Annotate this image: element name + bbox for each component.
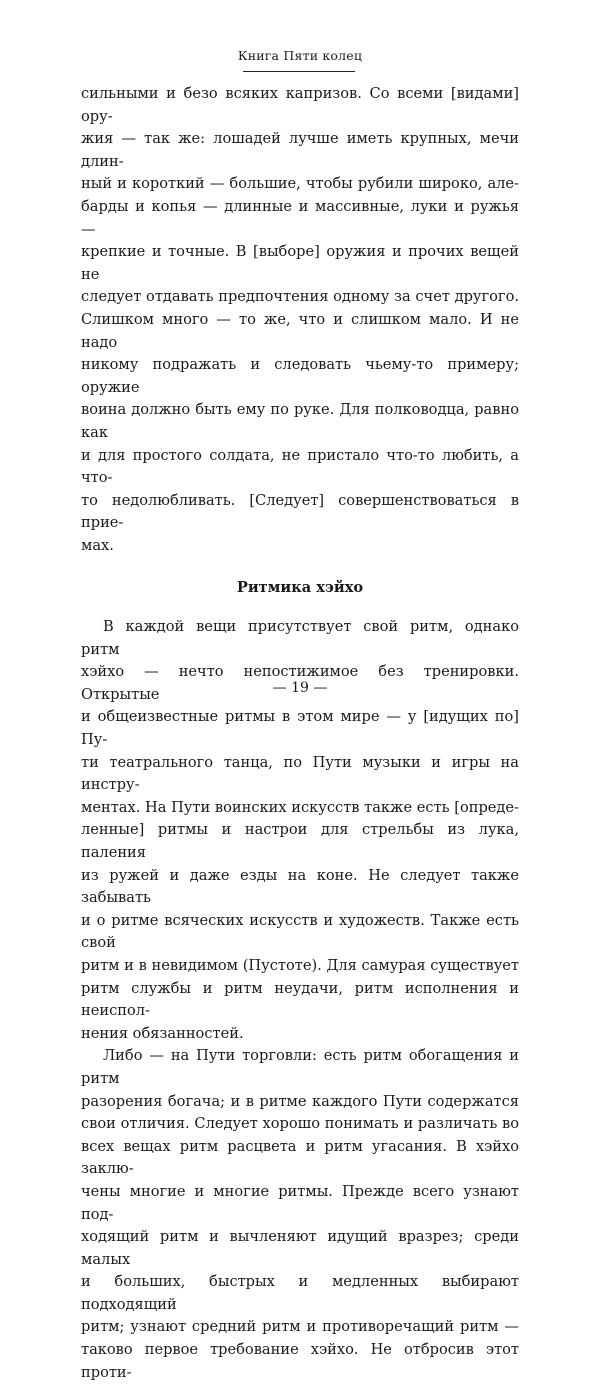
text-line: хэйхо — нечто непостижимое без тренировки. Открытые: [81, 663, 519, 703]
text-line: ти театрального танца, по Пути музыки и игры на инстру-: [81, 753, 519, 794]
page-number: — 19 —: [272, 680, 328, 696]
text-line: нения обязанностей.: [81, 1024, 244, 1042]
text-line: Слишком много — то же, что и слишком мало. И не надо: [81, 310, 519, 351]
section-title: Ритмика хэйхо: [236, 579, 364, 597]
text-line: чены многие и многие ритмы. Прежде всего узнают под-: [81, 1182, 519, 1223]
text-line: В каждой вещи присутствует свой ритм, однако ритм: [81, 618, 519, 658]
text-line: Либо — на Пути торговли: есть ритм обогащения и ритм: [81, 1047, 519, 1087]
text-line: разорения богача; и в ритме каждого Пути содержатся: [81, 1092, 519, 1110]
text-line: ментах. На Пути воинских искусств также есть [опреде-: [81, 798, 519, 816]
text-line: и о ритме всяческих искусств и художеств. Также есть свой: [81, 911, 519, 952]
text-line: то недолюбливать. [Следует] совершенствоваться в прие-: [81, 491, 519, 532]
text-line: никому подражать и следовать чьему-то примеру; оружие: [81, 356, 519, 396]
text-line: и общеизвестные ритмы в этом мире — у [идущих по] Пу-: [81, 708, 519, 749]
text-line: барды и копья — длинные и массивные, луки и ружья —: [81, 197, 519, 238]
text-line: следует отдавать предпочтения одному за счет другого.: [81, 288, 519, 306]
text-line: крепкие и точные. В [выборе] оружия и прочих вещей не: [81, 243, 519, 283]
text-line: сильными и безо всяких капризов. Со всеми [видами] ору-: [81, 85, 519, 125]
text-line: свои отличия. Следует хорошо понимать и различать во: [81, 1115, 519, 1133]
text-line: всех вещах ритм расцвета и ритм угасания. В хэйхо заклю-: [81, 1137, 519, 1178]
text-line: из ружей и даже езды на коне. Не следует также забывать: [81, 866, 519, 907]
text-line: таково первое требование хэйхо. Не отбросив этот проти-: [81, 1341, 519, 1381]
text-line: ный и короткий — большие, чтобы рубили широко, але-: [81, 175, 519, 193]
text-line: воина должно быть ему по руке. Для полководца, равно как: [81, 401, 519, 441]
text-line: ритм службы и ритм неудачи, ритм исполнения и неиспол-: [81, 979, 519, 1020]
text-line: мах.: [81, 536, 114, 554]
text-line: ходящий ритм и вычленяют идущий вразрез; среди малых: [81, 1228, 519, 1268]
running-head: Книга Пяти колец: [237, 48, 363, 63]
text-line: и для простого солдата, не пристало что-то любить, а что-: [81, 446, 519, 487]
text-line: жия — так же: лошадей лучше иметь крупных, мечи длин-: [81, 130, 519, 170]
page-body: [81, 83, 519, 1384]
text-line: ленные] ритмы и настрои для стрельбы из лука, паления: [81, 821, 519, 861]
header-rule: [243, 71, 355, 72]
text-line: ритм; узнают средний ритм и противоречащий ритм —: [81, 1318, 519, 1336]
paragraph-1: [81, 83, 519, 557]
paragraph-3: [81, 1045, 519, 1384]
text-line: ритм и в невидимом (Пустоте). Для самурая существует: [81, 956, 519, 974]
text-line: и больших, быстрых и медленных выбирают подходящий: [81, 1273, 519, 1313]
